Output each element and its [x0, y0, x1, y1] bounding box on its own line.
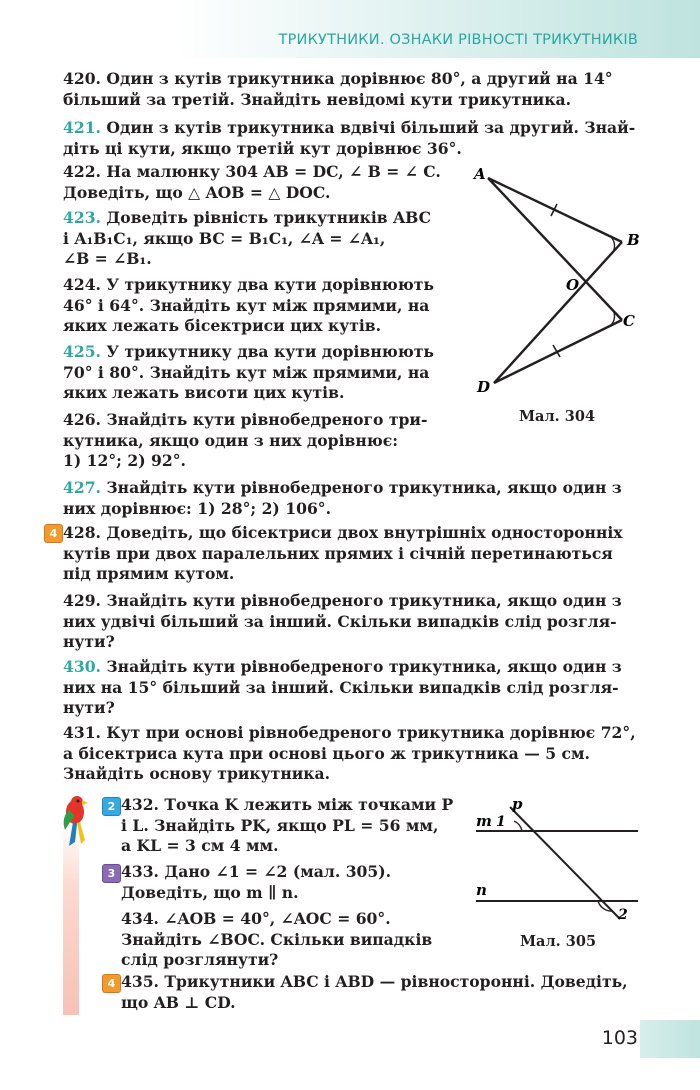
problem-number: 433. [121, 862, 159, 881]
problem-432 [121, 795, 461, 857]
label-n: n [476, 881, 487, 899]
difficulty-badge: 4 [44, 524, 63, 543]
problem-line: них дорівнює: 1) 28°; 2) 106°. [63, 498, 332, 518]
problem-line: Доведіть, що бісектриси двох внутрішніх односторонніх [106, 523, 623, 542]
figure-305 [470, 795, 650, 935]
problem-line: слід розглянути? [121, 950, 279, 969]
problem-number: 429. [63, 591, 101, 610]
problem-line: і L. Знайдіть PK, якщо PL = 56 мм, [121, 815, 439, 835]
label-p: p [512, 795, 523, 813]
label-b: B [627, 231, 640, 249]
label-o: O [566, 276, 580, 294]
problem-line: Один з кутів трикутника дорівнює 80°, а другий на 14° [106, 69, 613, 88]
problem-number: 423. [63, 208, 101, 227]
problem-line: більший за третій. Знайдіть невідомі кути трикутника. [63, 89, 572, 109]
problem-number: 430. [63, 657, 101, 676]
problem-line: кутника, якщо один з них дорівнює: [63, 430, 398, 450]
problem-435 [121, 972, 646, 1013]
problem-434 [121, 909, 461, 971]
angle-arc-1 [514, 821, 522, 831]
problem-line: ∠B = ∠B₁. [63, 249, 152, 268]
problem-line: кутів при двох паралельних прямих і січній перетинаються [63, 543, 613, 563]
problem-line: Знайдіть ∠BOC. Скільки випадків [121, 929, 433, 949]
figure-305-caption: Мал. 305 [520, 933, 597, 950]
problem-433 [121, 862, 461, 903]
problem-line: 1) 12°; 2) 92°. [63, 451, 186, 470]
figure-304 [470, 160, 650, 400]
problem-line: Доведіть рівність трикутників ABC [106, 208, 432, 227]
label-c: C [623, 312, 635, 330]
problem-number: 421. [63, 118, 101, 137]
problem-line: Дано ∠1 = ∠2 (мал. 305). [164, 862, 392, 881]
problem-line: ∠AOB = 40°, ∠AOC = 60°. [164, 909, 391, 928]
label-m: m [476, 812, 492, 830]
segment-ab [488, 178, 622, 242]
problem-line: що AB ⊥ CD. [121, 992, 236, 1012]
parrot-icon [55, 790, 97, 850]
problem-line: Знайдіть кути рівнобедреного трикутника, якщо один з [106, 591, 622, 610]
problem-line: Знайдіть кути рівнобедреного три- [106, 410, 428, 429]
difficulty-badge: 4 [102, 974, 121, 993]
problem-number: 420. [63, 69, 101, 88]
problem-line: Доведіть, що m ∥ n. [121, 882, 299, 902]
problem-line: нути? [63, 632, 115, 651]
problem-line: і A₁B₁C₁, якщо BC = B₁C₁, ∠A = ∠A₁, [63, 228, 386, 248]
line-p [510, 807, 620, 919]
problem-line: У трикутнику два кути дорівнюють [106, 275, 434, 294]
problem-line: яких лежать бісектриси цих кутів. [63, 316, 382, 335]
problem-420 [63, 69, 643, 110]
label-angle-2: 2 [618, 907, 628, 923]
problem-line: Доведіть, що △ AOB = △ DOC. [63, 182, 331, 202]
problem-line: Знайдіть кути рівнобедреного трикутника, якщо один з [106, 478, 622, 497]
problem-line: них удвічі більший за інший. Скільки випадків слід розгля- [63, 611, 617, 631]
problem-line: них на 15° більший за інший. Скільки випадків слід розгля- [63, 677, 619, 697]
problem-line: Знайдіть кути рівнобедреного трикутника, якщо один з [106, 657, 622, 676]
problem-line: діть ці кути, якщо третій кут дорівнює 36°. [63, 138, 462, 158]
segment-ac [488, 178, 622, 320]
problem-number: 431. [63, 723, 101, 742]
problem-number: 426. [63, 410, 101, 429]
problem-line: яких лежать висоти цих кутів. [63, 383, 345, 402]
problem-421 [63, 118, 643, 159]
problem-line: Один з кутів трикутника вдвічі більший за другий. Знай- [106, 118, 636, 137]
page-number: 103 [601, 1027, 638, 1049]
problem-line: Кут при основі рівнобедреного трикутника дорівнює 72°, [106, 723, 636, 742]
label-a: A [474, 165, 486, 183]
problem-number: 434. [121, 909, 159, 928]
difficulty-badge: 3 [102, 864, 121, 883]
problem-429 [63, 591, 643, 653]
problem-number: 424. [63, 275, 101, 294]
segment-bd [494, 242, 622, 383]
problem-line: під прямим кутом. [63, 564, 235, 583]
problem-431 [63, 723, 643, 785]
problem-422 [63, 162, 463, 203]
problem-427 [63, 478, 643, 519]
segment-dc [494, 320, 622, 383]
problem-424 [63, 275, 463, 337]
problem-430 [63, 657, 643, 719]
problem-line: У трикутнику два кути дорівнюють [106, 342, 434, 361]
problem-423 [63, 208, 463, 270]
problem-line: а KL = 3 см 4 мм. [121, 836, 279, 855]
figure-304-caption: Мал. 304 [519, 408, 596, 425]
problem-line: 46° і 64°. Знайдіть кут між прямими, на [63, 295, 430, 315]
header-band [0, 0, 700, 58]
page-header-title: ТРИКУТНИКИ. ОЗНАКИ РІВНОСТІ ТРИКУТНИКІВ [278, 32, 638, 48]
problem-428 [63, 523, 643, 585]
difficulty-badge: 2 [102, 797, 121, 816]
label-angle-1: 1 [496, 814, 506, 830]
problem-number: 425. [63, 342, 101, 361]
problem-number: 427. [63, 478, 101, 497]
problem-425 [63, 342, 463, 404]
problem-line: нути? [63, 698, 115, 717]
problem-number: 422. [63, 162, 101, 181]
problem-line: 70° і 80°. Знайдіть кут між прямими, на [63, 362, 430, 382]
problem-line: Точка K лежить між точками P [164, 795, 454, 814]
problem-number: 428. [63, 523, 101, 542]
page-number-band [640, 1020, 700, 1058]
problem-line: На малюнку 304 AB = DC, ∠ B = ∠ C. [106, 162, 441, 181]
problem-line: а бісектриса кута при основі цього ж трикутника — 5 см. [63, 743, 590, 763]
problem-426 [63, 410, 463, 472]
problem-number: 435. [121, 972, 159, 991]
problem-number: 432. [121, 795, 159, 814]
problem-line: Знайдіть основу трикутника. [63, 764, 331, 783]
label-d: D [477, 378, 491, 396]
problem-line: Трикутники ABC і ABD — рівносторонні. Доведіть, [164, 972, 628, 991]
